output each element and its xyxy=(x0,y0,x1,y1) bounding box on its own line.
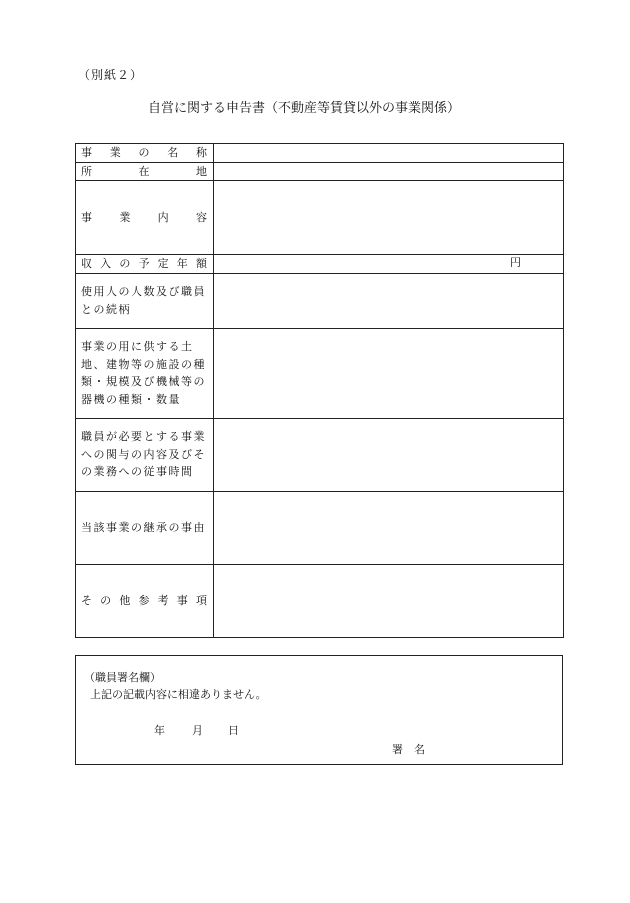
label-business-content xyxy=(76,181,214,255)
table-row-location xyxy=(76,162,564,181)
label-char: の xyxy=(100,593,112,607)
table-row-expected-income xyxy=(76,255,564,274)
label-char: 参 xyxy=(138,593,150,607)
table-row-employees xyxy=(76,273,564,328)
field-business-name[interactable] xyxy=(214,144,564,163)
table-row-succession-reason xyxy=(76,491,564,564)
label-char: 事 xyxy=(81,146,92,159)
label-facilities-text: 事業の用に供する土地、建物等の施設の種類・規模及び機械等の器機の種類・数量 xyxy=(81,340,206,406)
label-involvement xyxy=(76,418,214,491)
label-char: 考 xyxy=(157,593,169,607)
label-char: 収 xyxy=(81,257,92,270)
label-char: 業 xyxy=(109,146,121,159)
date-year-label: 年 xyxy=(154,724,165,737)
label-char: 在 xyxy=(138,164,150,178)
label-char: 称 xyxy=(196,146,207,159)
declaration-table xyxy=(75,143,564,638)
annex-label: （別紙２） xyxy=(78,68,144,82)
date-month-label: 月 xyxy=(192,724,203,737)
signature-heading: （職員署名欄） xyxy=(84,671,161,684)
label-char: の xyxy=(138,146,150,159)
yen-unit: 円 xyxy=(510,256,521,269)
label-business-name xyxy=(76,144,214,163)
table-row-involvement xyxy=(76,418,564,491)
label-expected-income xyxy=(76,255,214,274)
label-facilities xyxy=(76,328,214,418)
label-char: 名 xyxy=(167,146,179,159)
label-char: 事 xyxy=(81,210,92,224)
label-other-notes xyxy=(76,564,214,637)
date-day-label: 日 xyxy=(228,724,239,737)
signature-date[interactable] xyxy=(154,722,239,738)
label-char: 地 xyxy=(196,164,207,178)
table-row-business-name xyxy=(76,144,564,163)
label-char: 業 xyxy=(119,210,131,224)
label-char: そ xyxy=(81,593,92,607)
label-involvement-text: 職員が必要とする事業への関与の内容及びその業務への従事時間 xyxy=(81,430,206,479)
label-char: の xyxy=(119,257,131,270)
label-employees xyxy=(76,273,214,328)
signature-statement: 上記の記載内容に相違ありません。 xyxy=(90,688,267,701)
label-char: 内 xyxy=(157,210,169,224)
signature-name-label[interactable]: 署 名 xyxy=(392,743,425,756)
document-title: 自営に関する申告書（不動産等賃貸以外の事業関係） xyxy=(148,101,461,116)
label-char: 所 xyxy=(81,164,92,178)
label-char: 定 xyxy=(157,257,169,270)
label-char: 予 xyxy=(138,257,150,270)
field-location[interactable] xyxy=(214,162,564,181)
table-row-other-notes xyxy=(76,564,564,637)
field-succession-reason[interactable] xyxy=(214,491,564,564)
label-char: 年 xyxy=(176,257,188,270)
field-facilities[interactable] xyxy=(214,328,564,418)
signature-box xyxy=(75,655,563,765)
label-char: 容 xyxy=(195,210,207,224)
label-succession-reason-text: 当該事業の継承の事由 xyxy=(81,520,206,534)
label-char: 事 xyxy=(176,593,188,607)
label-char: 項 xyxy=(195,593,207,607)
label-char: 入 xyxy=(100,257,112,270)
label-location xyxy=(76,162,214,181)
field-business-content[interactable] xyxy=(214,181,564,255)
label-char: 他 xyxy=(119,593,131,607)
label-employees-text: 使用人の人数及び職員との続柄 xyxy=(81,285,206,316)
field-other-notes[interactable] xyxy=(214,564,564,637)
table-row-business-content xyxy=(76,181,564,255)
field-involvement[interactable] xyxy=(214,418,564,491)
label-char: 額 xyxy=(195,257,207,270)
label-succession-reason xyxy=(76,491,214,564)
field-expected-income[interactable] xyxy=(214,255,564,274)
field-employees[interactable] xyxy=(214,273,564,328)
table-row-facilities xyxy=(76,328,564,418)
